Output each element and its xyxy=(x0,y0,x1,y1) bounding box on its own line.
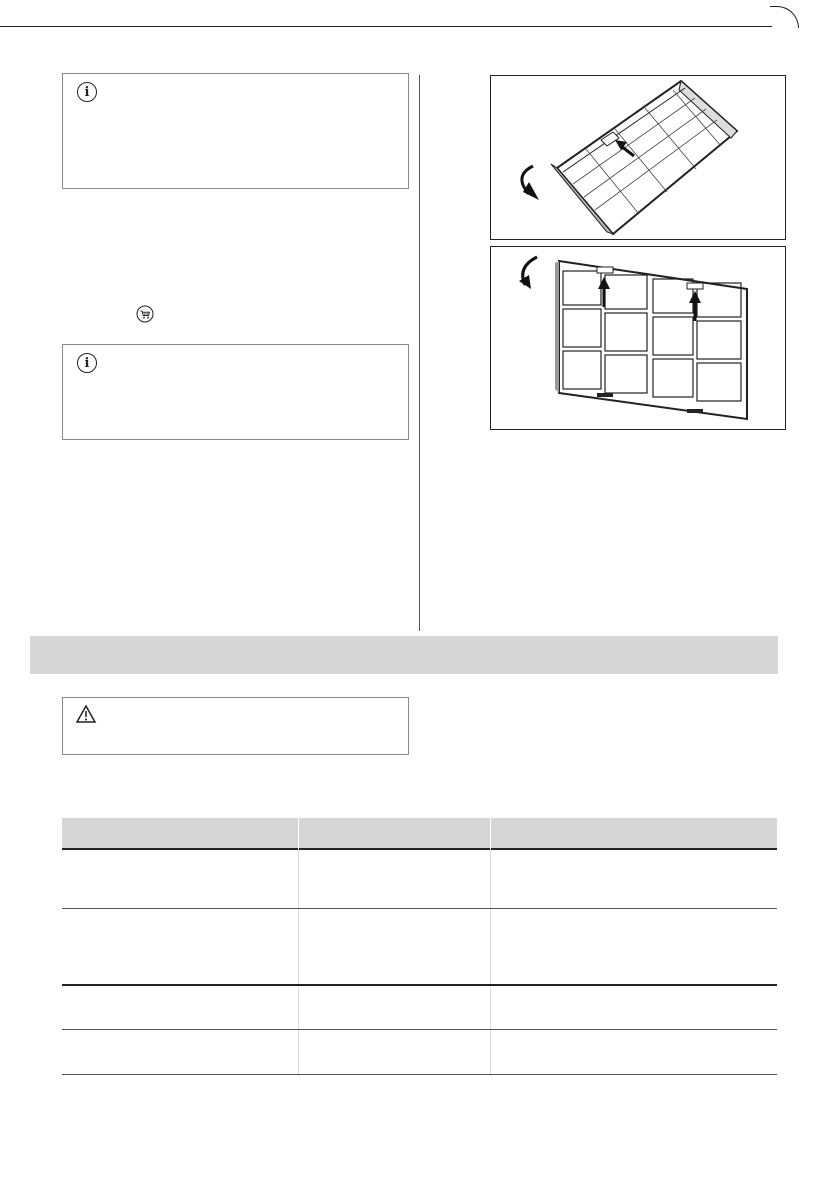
info-icon: i xyxy=(77,353,97,373)
section-heading-band xyxy=(30,636,778,674)
header-tab xyxy=(770,6,799,28)
filter-illustration xyxy=(491,247,785,429)
table-column-separator xyxy=(298,848,299,1075)
table-row-divider xyxy=(62,984,777,986)
table-header-cell xyxy=(490,818,777,848)
table-row-divider xyxy=(62,1074,777,1075)
header-rule xyxy=(0,0,772,27)
column-divider xyxy=(419,75,420,631)
table-header-cell xyxy=(62,818,299,848)
table-header xyxy=(62,818,777,850)
table-row-divider xyxy=(62,908,777,909)
filter-removal-figure-1 xyxy=(490,75,786,240)
warning-triangle-icon xyxy=(75,704,97,724)
table-header-cell xyxy=(298,818,491,848)
info-note xyxy=(62,73,409,189)
warning-note xyxy=(62,697,409,755)
shopping-cart-icon xyxy=(136,305,154,323)
filter-illustration xyxy=(491,76,785,239)
table-row-divider xyxy=(62,1029,777,1030)
filter-removal-figure-2 xyxy=(490,246,786,430)
table-column-separator xyxy=(490,848,491,1075)
info-icon: i xyxy=(77,82,97,102)
info-note xyxy=(62,344,409,440)
